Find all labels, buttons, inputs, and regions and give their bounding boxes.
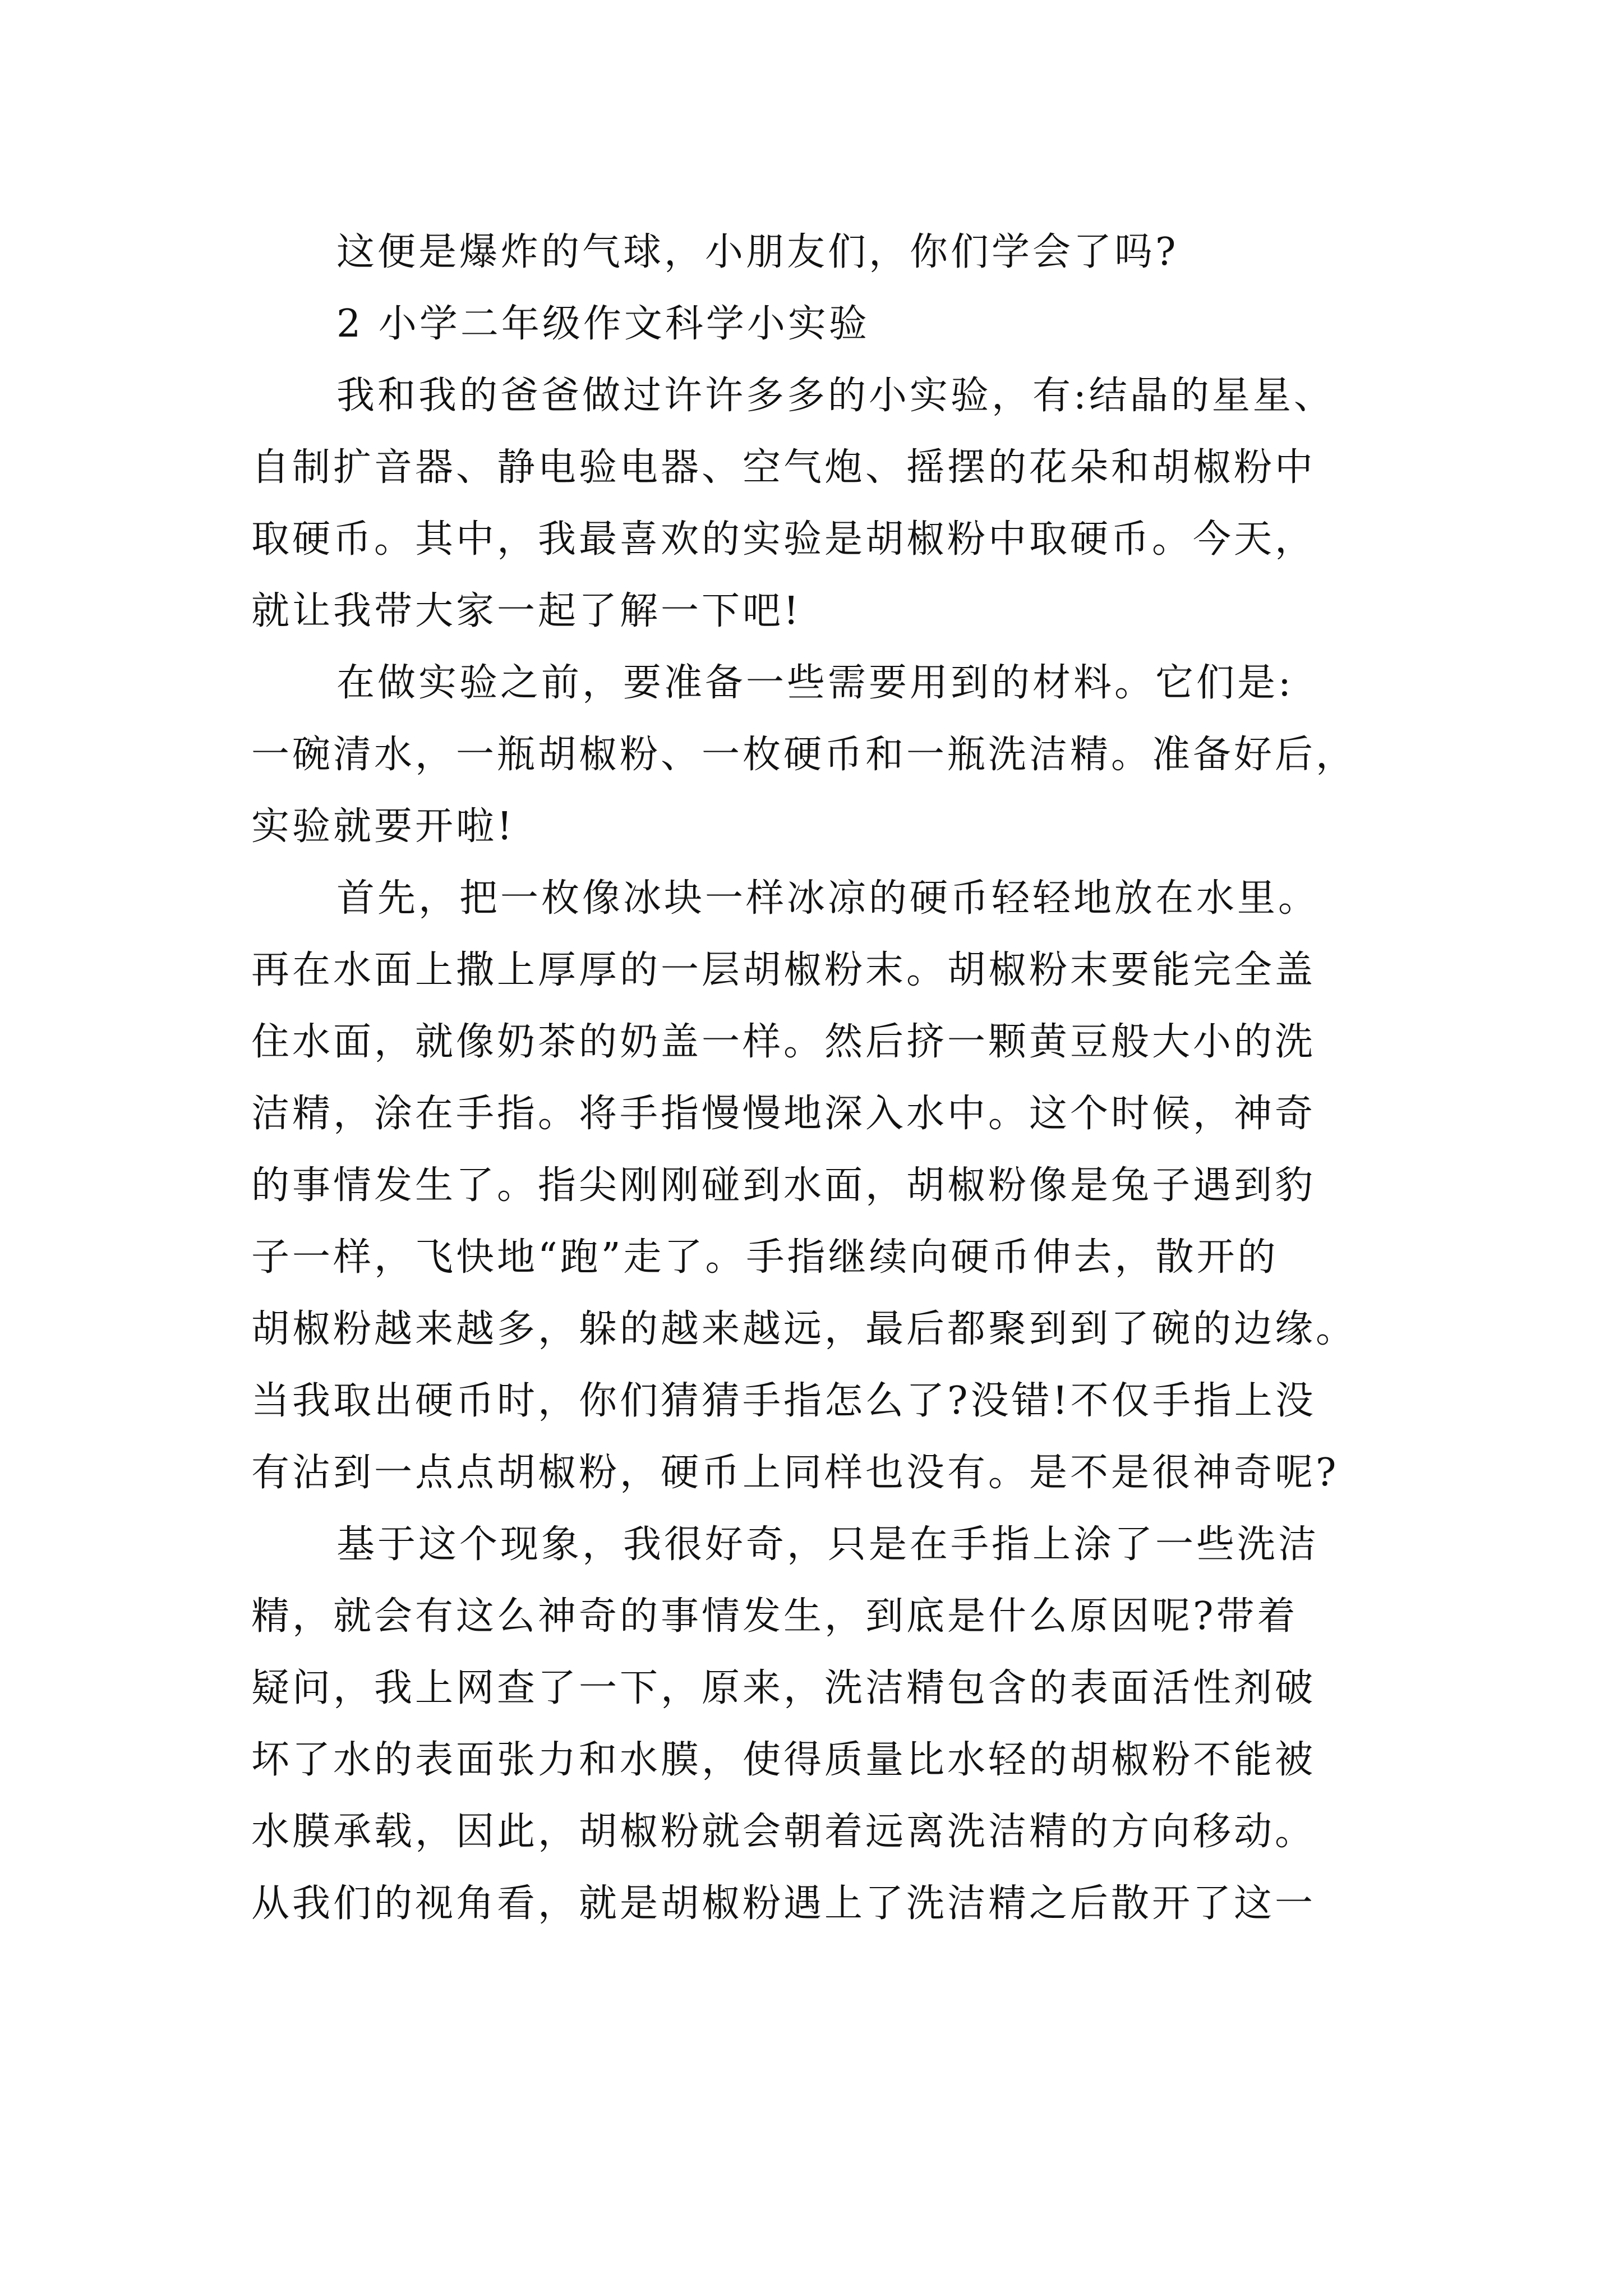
text-line-4: 自制扩音器、静电验电器、空气炮、摇摆的花朵和胡椒粉中 <box>251 445 1316 490</box>
text-line-7: 在做实验之前，要准备一些需要用到的材料。它们是: <box>336 661 1294 705</box>
text-line-23: 水膜承载，因此，胡椒粉就会朝着远离洗洁精的方向移动。 <box>251 1810 1316 1854</box>
text-line-2: 2 小学二年级作文科学小实验 <box>336 302 870 346</box>
text-line-18: 有沾到一点点胡椒粉，硬币上同样也没有。是不是很神奇呢? <box>251 1451 1339 1495</box>
document-body <box>251 217 1395 1940</box>
text-line-13: 洁精，涂在手指。将手指慢慢地深入水中。这个时候，神奇 <box>251 1092 1316 1136</box>
text-line-22: 坏了水的表面张力和水膜，使得质量比水轻的胡椒粉不能被 <box>251 1738 1316 1782</box>
text-line-14: 的事情发生了。指尖刚刚碰到水面，胡椒粉像是兔子遇到豹 <box>251 1163 1316 1208</box>
text-line-3: 我和我的爸爸做过许许多多的小实验，有:结晶的星星、 <box>336 374 1335 418</box>
text-line-9: 实验就要开啦! <box>251 804 515 849</box>
text-line-16: 胡椒粉越来越多，躲的越来越远，最后都聚到到了碗的边缘。 <box>251 1307 1357 1351</box>
text-line-17: 当我取出硬币时，你们猜猜手指怎么了?没错!不仅手指上没 <box>251 1379 1316 1423</box>
text-line-10: 首先，把一枚像冰块一样冰凉的硬币轻轻地放在水里。 <box>336 876 1320 921</box>
text-line-24: 从我们的视角看，就是胡椒粉遇上了洗洁精之后散开了这一 <box>251 1881 1316 1926</box>
text-line-1: 这便是爆炸的气球，小朋友们，你们学会了吗? <box>336 230 1179 274</box>
text-line-21: 疑问，我上网查了一下，原来，洗洁精包含的表面活性剂破 <box>251 1666 1316 1710</box>
text-line-19: 基于这个现象，我很好奇，只是在手指上涂了一些洗洁 <box>336 1522 1320 1567</box>
text-line-5: 取硬币。其中，我最喜欢的实验是胡椒粉中取硬币。今天， <box>251 517 1316 562</box>
text-line-15: 子一样，飞快地“跑”走了。手指继续向硬币伸去，散开的 <box>251 1235 1279 1280</box>
text-line-20: 精，就会有这么神奇的事情发生，到底是什么原因呢?带着 <box>251 1594 1298 1639</box>
text-line-11: 再在水面上撒上厚厚的一层胡椒粉末。胡椒粉末要能完全盖 <box>251 948 1316 992</box>
text-line-6: 就让我带大家一起了解一下吧! <box>251 589 802 633</box>
text-line-12: 住水面，就像奶茶的奶盖一样。然后挤一颗黄豆般大小的洗 <box>251 1020 1316 1064</box>
text-line-8: 一碗清水，一瓶胡椒粉、一枚硬币和一瓶洗洁精。准备好后， <box>251 733 1357 777</box>
